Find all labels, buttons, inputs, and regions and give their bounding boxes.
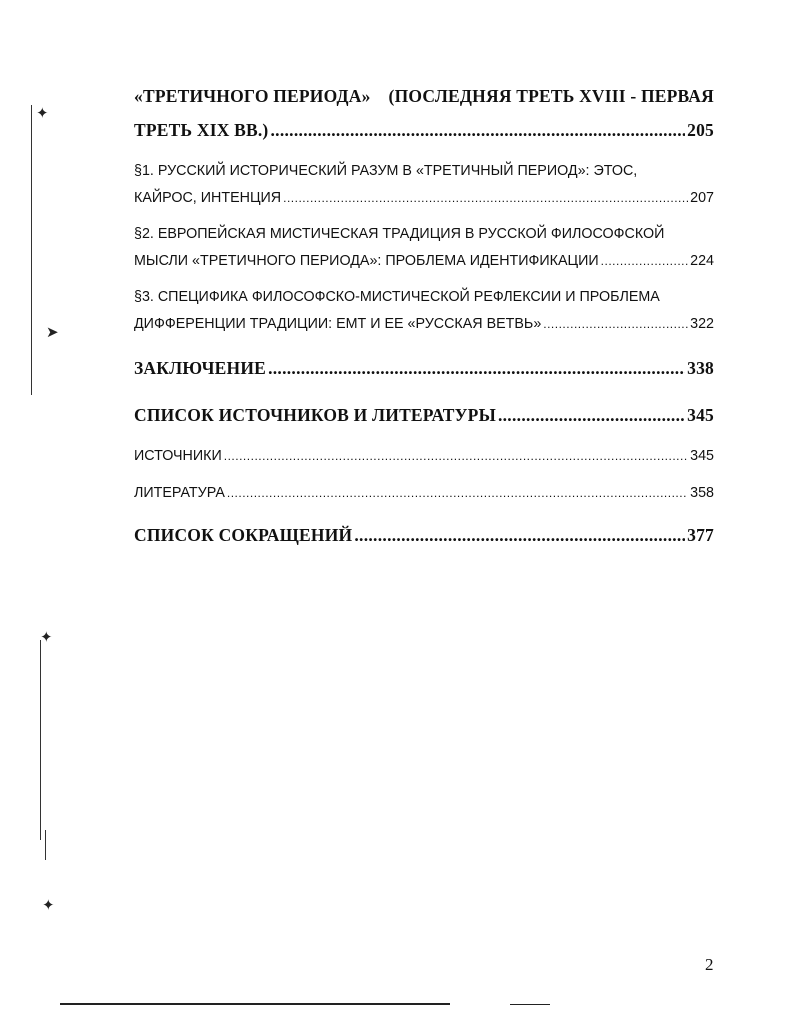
sources-sub-entry	[134, 448, 714, 464]
section-title-line2: ДИФФЕРЕНЦИИ ТРАДИЦИИ: ЕМТ И ЕЕ «РУССКАЯ ВЕТВЬ»	[134, 316, 542, 332]
section-entry	[134, 163, 714, 206]
section-title-line1: §2. ЕВРОПЕЙСКАЯ МИСТИЧЕСКАЯ ТРАДИЦИЯ В РУССКОЙ ФИЛОСОФСКОЙ	[134, 226, 665, 242]
sources-entry	[134, 405, 714, 426]
page-number: 2	[705, 955, 714, 974]
page-ref: 224	[690, 253, 714, 269]
page-ref: 338	[687, 358, 714, 378]
part-heading-line2	[134, 120, 714, 141]
scan-margin-line	[31, 105, 32, 395]
scan-bottom-edge	[60, 1003, 450, 1005]
section-title-line1: §3. СПЕЦИФИКА ФИЛОСОФСКО-МИСТИЧЕСКОЙ РЕФЛЕКСИИ И ПРОБЛЕМА	[134, 289, 660, 305]
section-title-line2: КАЙРОС, ИНТЕНЦИЯ	[134, 190, 282, 206]
abbreviations-title: СПИСОК СОКРАЩЕНИЙ	[134, 525, 353, 545]
part-heading-title: ТРЕТЬ XIX ВВ.)	[134, 120, 269, 140]
sources-sub-title: ИСТОЧНИКИ	[134, 448, 222, 464]
scan-arrow-icon: ➤	[46, 323, 59, 341]
dot-leader	[224, 449, 688, 463]
scan-margin-line	[45, 830, 46, 860]
dot-leader	[601, 254, 688, 268]
scan-arrow-icon: ✦	[40, 628, 53, 646]
page-ref: 345	[687, 405, 714, 425]
scan-arrow-icon: ✦	[42, 896, 55, 914]
page-ref: 345	[690, 448, 714, 464]
dot-leader	[268, 358, 685, 379]
scan-bottom-edge	[510, 1004, 550, 1005]
page-ref: 377	[687, 525, 714, 545]
page-ref: 322	[690, 316, 714, 332]
section-entry	[134, 289, 714, 332]
scan-arrow-icon: ✦	[36, 104, 49, 122]
dot-leader	[543, 317, 688, 331]
section-entry	[134, 226, 714, 269]
dot-leader	[498, 405, 685, 426]
sources-sub-entry	[134, 485, 714, 501]
part-heading-line1-right: (ПОСЛЕДНЯЯ ТРЕТЬ XVIII - ПЕРВАЯ	[388, 86, 714, 106]
page-ref: 358	[690, 485, 714, 501]
dot-leader	[227, 486, 688, 500]
dot-leader	[283, 191, 688, 205]
dot-leader	[354, 525, 685, 546]
scan-margin-line	[40, 640, 41, 840]
dot-leader	[270, 120, 685, 141]
part-heading-line1-left: «ТРЕТИЧНОГО ПЕРИОДА»	[134, 86, 371, 106]
table-of-contents	[134, 86, 714, 546]
sources-title: СПИСОК ИСТОЧНИКОВ И ЛИТЕРАТУРЫ	[134, 405, 496, 425]
section-title-line2: МЫСЛИ «ТРЕТИЧНОГО ПЕРИОДА»: ПРОБЛЕМА ИДЕНТИФИКАЦИИ	[134, 253, 599, 269]
section-title-line1: §1. РУССКИЙ ИСТОРИЧЕСКИЙ РАЗУМ В «ТРЕТИЧНЫЙ ПЕРИОД»: ЭТОС,	[134, 163, 638, 179]
sources-sub-title: ЛИТЕРАТУРА	[134, 485, 225, 501]
page-ref: 205	[687, 120, 714, 140]
conclusion-entry	[134, 358, 714, 379]
part-heading	[134, 86, 714, 141]
conclusion-title: ЗАКЛЮЧЕНИЕ	[134, 358, 267, 378]
page-ref: 207	[690, 190, 714, 206]
abbreviations-entry	[134, 525, 714, 546]
